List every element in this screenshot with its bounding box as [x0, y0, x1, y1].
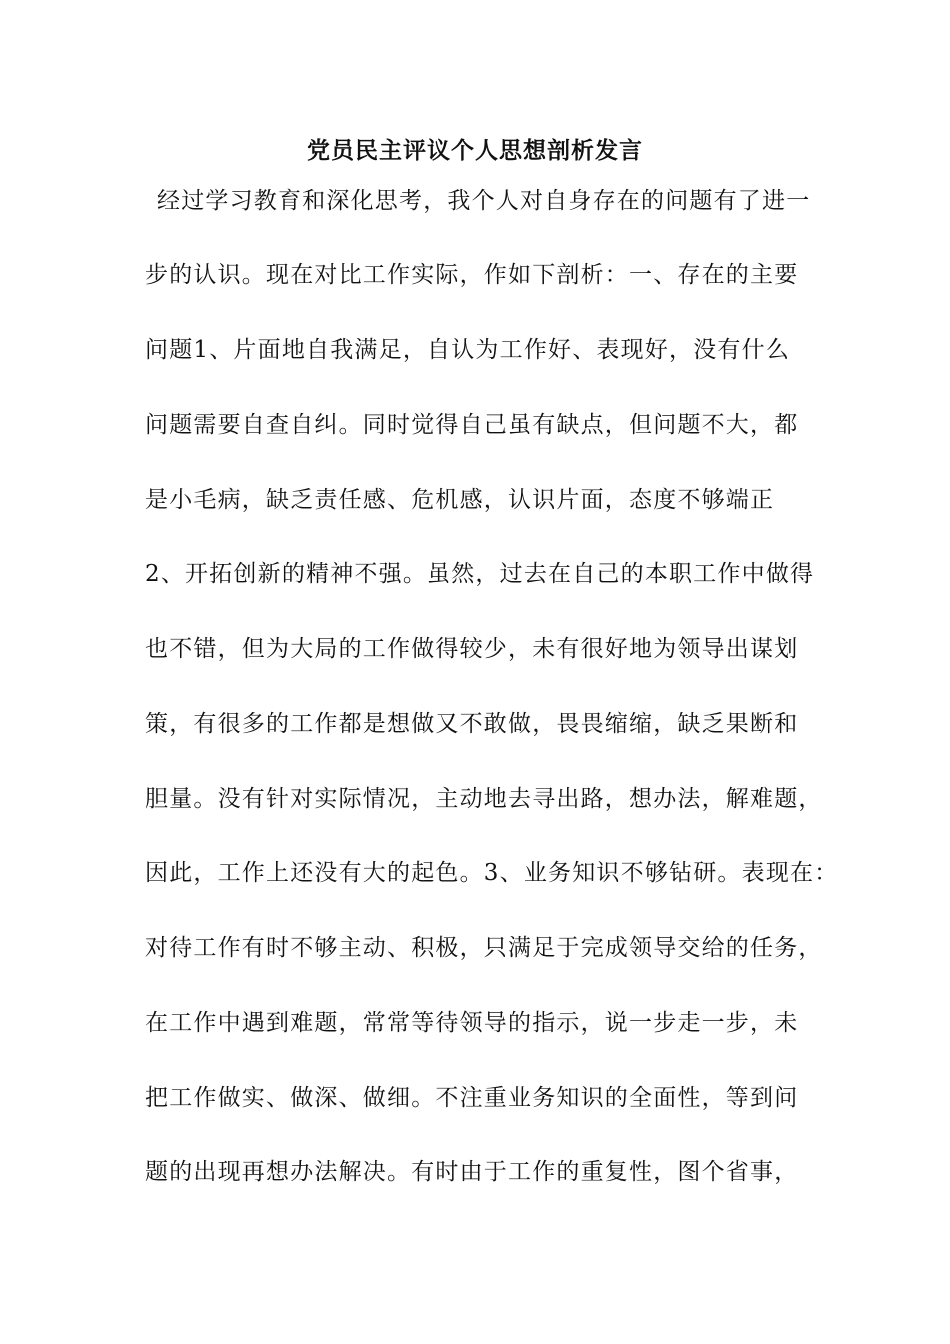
body-line-3: 问题1、片面地自我满足，自认为工作好、表现好，没有什么	[145, 337, 791, 363]
body-line-5: 是小毛病，缺乏责任感、危机感，认识片面，态度不够端正	[145, 487, 775, 513]
body-line-9: 胆量。没有针对实际情况，主动地去寻出路，想办法，解难题，	[145, 786, 823, 812]
body-line-10: 因此，工作上还没有大的起色。3、业务知识不够钻研。表现在：	[145, 860, 839, 886]
body-line-1: 经过学习教育和深化思考，我个人对自身存在的问题有了进一	[157, 188, 811, 214]
body-line-14: 题的出现再想办法解决。有时由于工作的重复性，图个省事，	[145, 1159, 799, 1185]
body-line-7: 也不错，但为大局的工作做得较少，未有很好地为领导出谋划	[145, 636, 799, 662]
body-line-4: 问题需要自查自纠。同时觉得自己虽有缺点，但问题不大，都	[145, 412, 799, 438]
body-line-2: 步的认识。现在对比工作实际，作如下剖析：一、存在的主要	[145, 262, 799, 288]
body-line-6: 2、开拓创新的精神不强。虽然，过去在自己的本职工作中做得	[145, 561, 815, 587]
body-line-8: 策，有很多的工作都是想做又不敢做，畏畏缩缩，缺乏果断和	[145, 711, 799, 737]
body-line-11: 对待工作有时不够主动、积极，只满足于完成领导交给的任务，	[145, 935, 823, 961]
document-title: 党员民主评议个人思想剖析发言	[307, 137, 643, 164]
body-line-12: 在工作中遇到难题，常常等待领导的指示，说一步走一步，未	[145, 1010, 799, 1036]
body-line-13: 把工作做实、做深、做细。不注重业务知识的全面性，等到问	[145, 1085, 799, 1111]
